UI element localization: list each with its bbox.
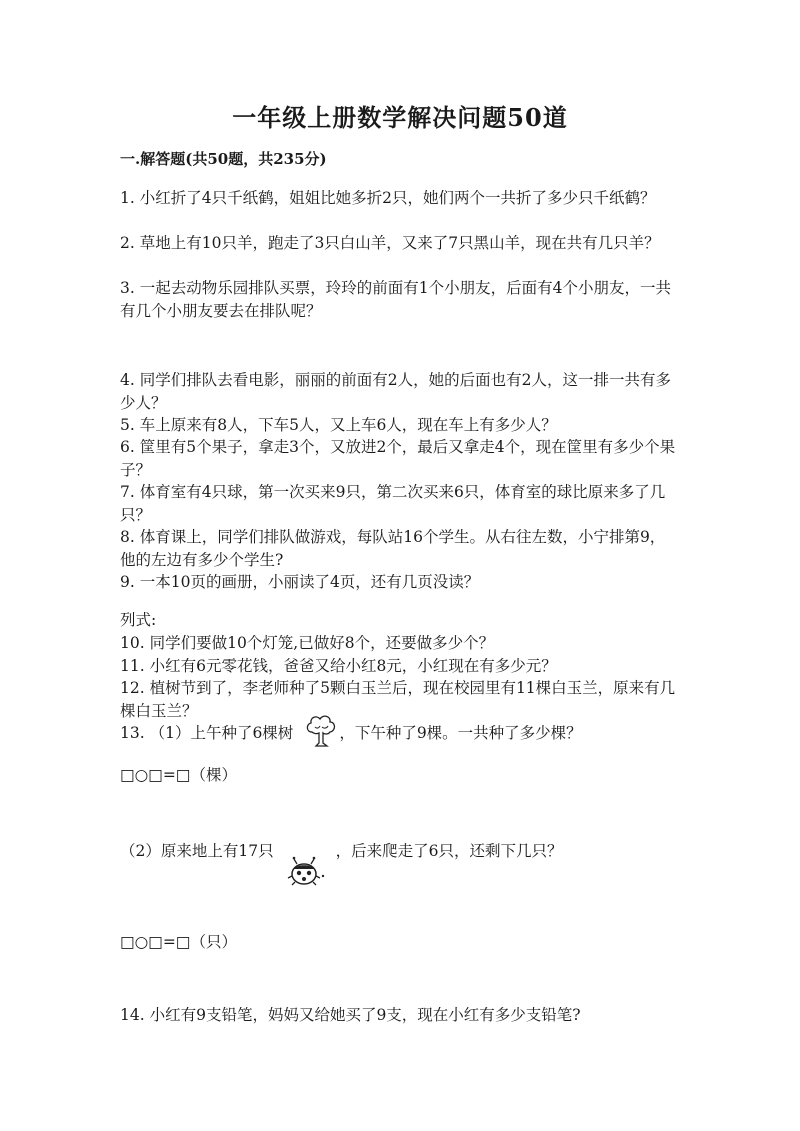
question-13-part-2-end: ，后来爬走了6只，还剩下几只？ bbox=[335, 842, 563, 860]
question-9: 9. 一本10页的画册，小丽读了4页，还有几页没读？ bbox=[120, 573, 480, 591]
question-8: 8. 体育课上，同学们排队做游戏，每队站16个学生。从右往左数，小宁排第9，他的左边有多少个学生? bbox=[120, 528, 666, 569]
question-12: 12. 植树节到了，李老师种了5颗白玉兰后，现在校园里有11棵白玉兰，原来有几棵白玉兰？ bbox=[120, 679, 676, 720]
question-13-formula-1: □○□=□（棵） bbox=[120, 766, 237, 784]
question-7: 7. 体育室有4只球，第一次买来9只，第二次买来6只，体育室的球比原来多了几只？ bbox=[120, 483, 666, 524]
question-6: 6. 筐里有5个果子，拿走3个，又放进2个，最后又拿走4个，现在筐里有多少个果子？ bbox=[120, 438, 676, 479]
question-10: 10. 同学们要做10个灯笼,已做好8个，还要做多少个？ bbox=[120, 634, 495, 652]
question-3: 3. 一起去动物乐园排队买票，玲玲的前面有1个小朋友，后面有4个小朋友，一共有几个小朋友要去在排队呢？ bbox=[120, 279, 671, 320]
ladybug-icon bbox=[286, 852, 326, 888]
question-13-formula-2: □○□=□（只） bbox=[120, 933, 237, 951]
question-13-part-1-end: ，下午种了9棵。一共种了多少棵？ bbox=[339, 724, 582, 742]
question-11: 11. 小红有6元零花钱，爸爸又给小红8元，小红现在有多少元？ bbox=[120, 657, 557, 675]
question-13-part-1 bbox=[120, 722, 582, 745]
question-14: 14. 小红有9支铅笔，妈妈又给她买了9支，现在小红有多少支铅笔? bbox=[120, 1006, 581, 1024]
tree-icon bbox=[304, 712, 338, 748]
question-9-formula-label: 列式: bbox=[120, 611, 157, 629]
question-5: 5. 车上原来有8人，下车5人，又上车6人，现在车上有多少人？ bbox=[120, 416, 557, 434]
question-13-part-1-start: 13. （1）上午种了6棵树 bbox=[120, 724, 294, 742]
question-1: 1. 小红折了4只千纸鹤，姐姐比她多折2只，她们两个一共折了多少只千纸鹤？ bbox=[120, 189, 656, 207]
page-title: 一年级上册数学解决问题50道 bbox=[232, 103, 568, 132]
section-heading: 一.解答题(共50题，共235分) bbox=[120, 150, 327, 168]
question-13-part-2-start: （2）原来地上有17只 bbox=[120, 842, 274, 860]
question-2: 2. 草地上有10只羊，跑走了3只白山羊，又来了7只黑山羊，现在共有几只羊？ bbox=[120, 234, 660, 252]
question-4: 4. 同学们排队去看电影，丽丽的前面有2人，她的后面也有2人，这一排一共有多少人？ bbox=[120, 371, 671, 412]
question-13-part-2 bbox=[120, 840, 562, 863]
